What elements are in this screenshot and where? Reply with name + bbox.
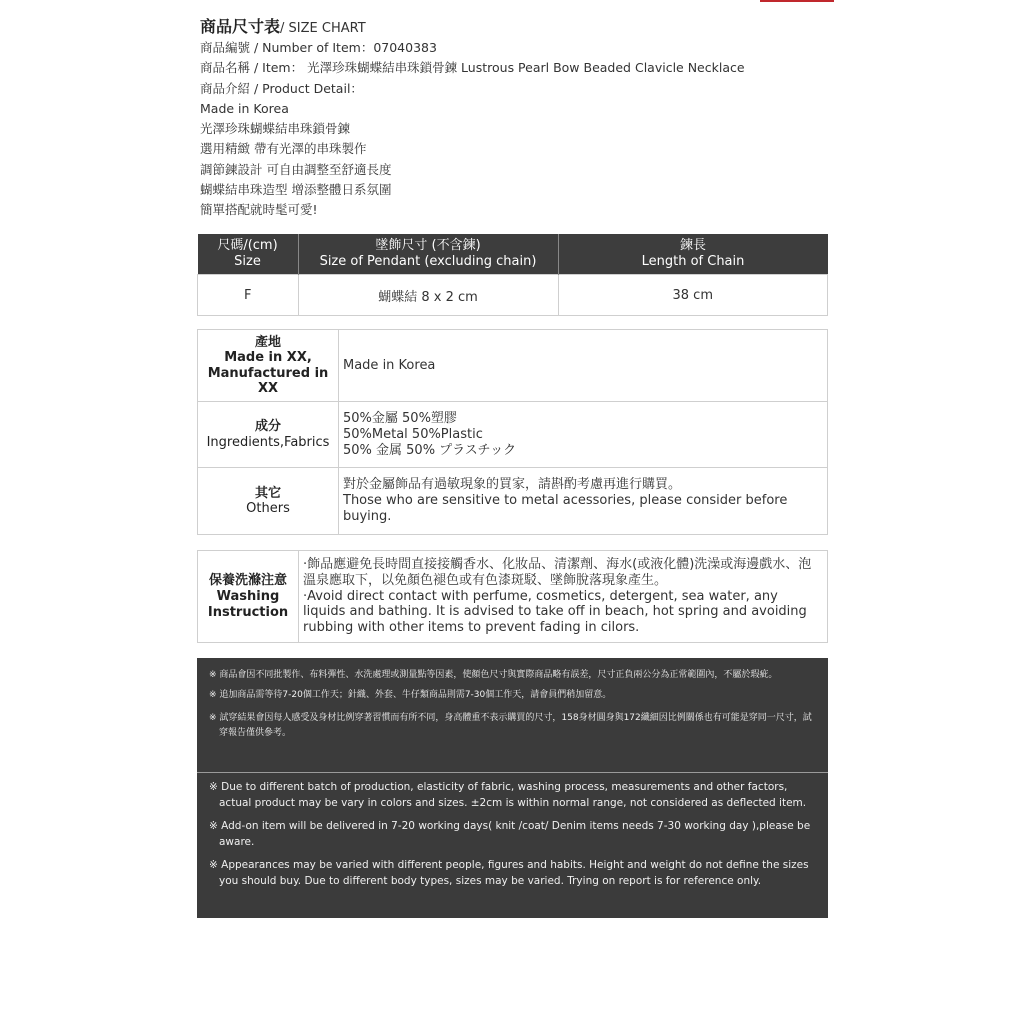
note-zh: ※ 商品會因不同批製作、布料彈性、水洗處理或測量點等因素，使顏色尺寸與實際商品略有誤差，尺寸正負兩公分為正常範圍內，不屬於瑕疵。 — [209, 670, 778, 680]
col-chain-en: Length of Chain — [641, 254, 745, 269]
size-table-header — [198, 234, 828, 275]
table-row — [198, 275, 828, 316]
cell-chain: 38 cm — [558, 275, 828, 316]
ingredients-line: 50% 金属 50% プラスチック — [343, 442, 517, 458]
origin-label-zh: 產地 — [254, 334, 281, 350]
product-detail-label: 商品介紹 / Product Detail： — [200, 80, 363, 96]
cell-size: F — [198, 275, 299, 316]
row-origin — [198, 330, 828, 402]
note-en: ※ Appearances may be varied with different people, figures and habits. Height and weight do not define the sizes you should buy. Due to different body types, sizes may be varied. Trying on report is for reference only. — [209, 859, 809, 887]
col-chain — [558, 234, 828, 275]
ingredients-label-en: Ingredients,Fabrics — [206, 434, 330, 450]
row-ingredients — [198, 402, 828, 468]
notes-divider — [197, 772, 828, 773]
detail-line: 簡單搭配就時髦可愛! — [200, 202, 318, 218]
washing-text-en: ·Avoid direct contact with perfume, cosmetics, detergent, sea water, any liquids and bathing. It is advised to take off in beach, hot spring and avoiding rubbing with other items to prevent fading in cilors. — [303, 588, 807, 636]
notes-en — [197, 780, 828, 890]
col-pendant-zh: 墜飾尺寸 (不含鍊) — [375, 238, 481, 253]
others-label-zh: 其它 — [254, 485, 281, 501]
detail-table — [197, 329, 828, 535]
notes-zh — [197, 658, 828, 772]
top-accent-bar — [760, 0, 834, 2]
washing-text-zh: ·飾品應避免長時間直接接觸香水、化妝品、清潔劑、海水(或液化體)洗澡或海邊戲水、泡溫泉應取下，以免顏色褪色或有色漆斑駁、墜飾脫落現象產生。 — [303, 557, 812, 588]
size-table — [197, 234, 828, 316]
col-size-zh: 尺碼/(cm) — [217, 238, 278, 253]
washing-label — [198, 551, 299, 643]
others-label — [198, 468, 339, 535]
origin-label — [198, 330, 339, 402]
ingredients-line: 50%金屬 50%塑膠 — [343, 410, 457, 426]
others-label-en: Others — [246, 501, 290, 516]
detail-line: 調節鍊設計 可自由調整至舒適長度 — [200, 161, 392, 177]
origin-label-en: Made in XX, Manufactured in XX — [207, 350, 329, 396]
item-name: 商品名稱 / Item： 光澤珍珠蝴蝶結串珠鎖骨鍊 Lustrous Pearl Bow Beaded Clavicle Necklace — [200, 60, 745, 76]
others-value — [339, 468, 828, 535]
detail-line: 蝴蝶結串珠造型 增添整體日系氛圍 — [200, 182, 392, 198]
note-zh: ※ 試穿結果會因每人感受及身材比例穿著習慣而有所不同，身高體重不表示購買的尺寸，158身材圓身與172纖細因比例關係也有可能是穿同一尺寸，試穿報告僅供參考。 — [209, 713, 812, 738]
washing-label-zh: 保養洗滌注意 — [208, 572, 287, 588]
cell-pendant: 蝴蝶結 8 x 2 cm — [298, 275, 558, 316]
row-washing — [198, 551, 828, 643]
col-size-en: Size — [234, 254, 261, 269]
note-en: ※ Add-on item will be delivered in 7-20 working days( knit /coat/ Denim items needs 7-30 working day ),please be aware. — [209, 820, 811, 848]
row-others — [198, 468, 828, 535]
title-zh: 商品尺寸表 — [200, 17, 281, 36]
note-zh: ※ 追加商品需等待7-20個工作天；針織、外套、牛仔類商品則需7-30個工作天，請會員們稍加留意。 — [209, 689, 612, 700]
detail-line: 光澤珍珠蝴蝶結串珠鎖骨鍊 — [200, 121, 351, 137]
ingredients-line: 50%Metal 50%Plastic — [343, 426, 483, 442]
page-title — [200, 14, 366, 37]
washing-label-en: Washing Instruction — [207, 588, 289, 620]
ingredients-value — [339, 402, 828, 468]
origin-value: Made in Korea — [339, 330, 828, 402]
ingredients-label-zh: 成分 — [254, 419, 281, 434]
detail-line: 選用精緻 帶有光澤的串珠製作 — [200, 141, 367, 157]
title-en: / SIZE CHART — [280, 21, 366, 36]
others-line: 對於金屬飾品有過敏現象的買家，請斟酌考慮再進行購買。 — [343, 477, 682, 492]
col-pendant-en: Size of Pendant (excluding chain) — [319, 254, 537, 269]
notes-box — [197, 658, 828, 918]
others-line: Those who are sensitive to metal acessories, please consider before buying. — [343, 493, 788, 524]
product-info — [200, 38, 745, 221]
item-number: 商品編號 / Number of Item：07040383 — [200, 40, 437, 55]
detail-line: Made in Korea — [200, 100, 289, 116]
ingredients-label — [198, 402, 339, 468]
note-en: ※ Due to different batch of production, elasticity of fabric, washing process, measurements and other factors, actual product may be vary in colors and sizes. ±2cm is within normal range, not considered as deflected item. — [209, 781, 807, 809]
col-chain-zh: 鍊長 — [679, 238, 706, 253]
col-size — [198, 234, 299, 275]
col-pendant — [298, 234, 558, 275]
washing-table — [197, 550, 828, 643]
washing-value — [299, 551, 828, 643]
